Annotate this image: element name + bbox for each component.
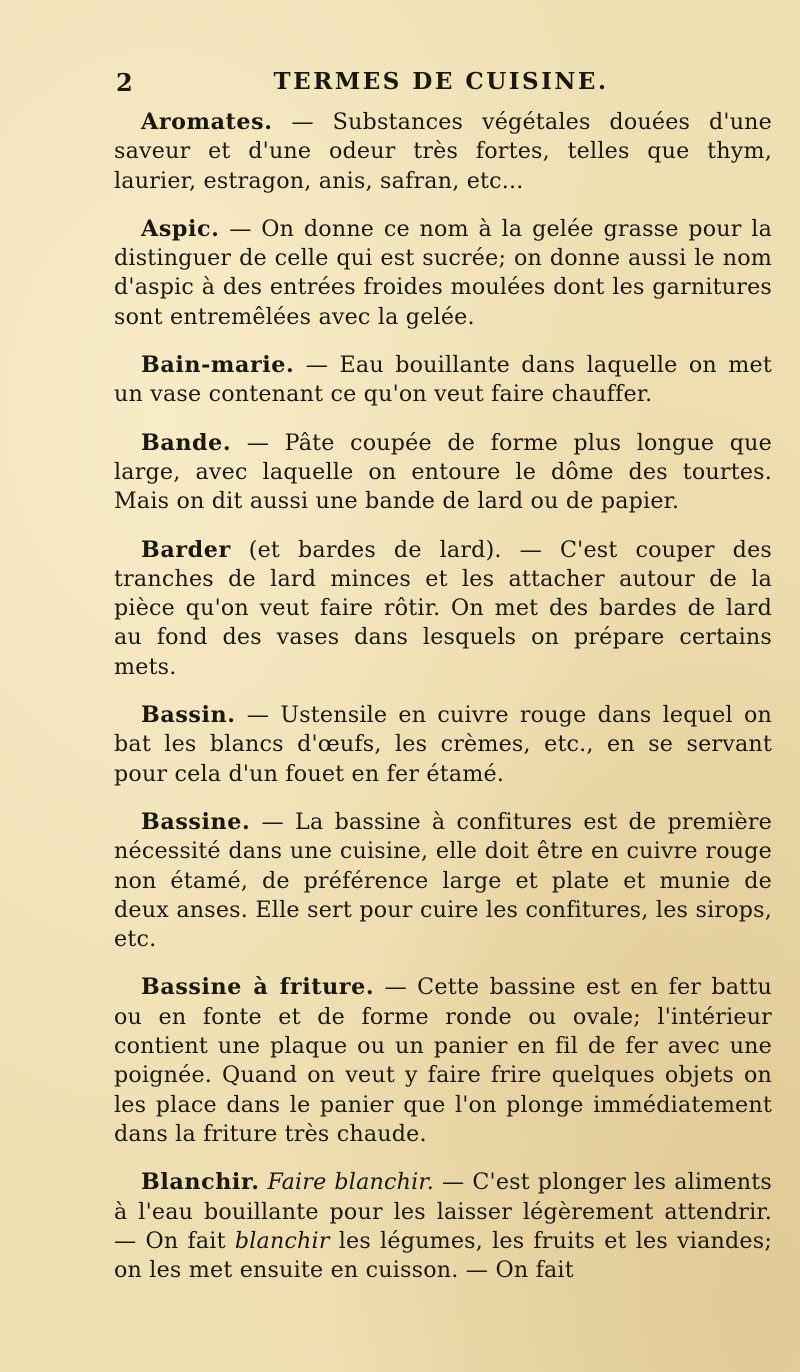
entry-term: Bassine à friture. [141,974,375,1001]
entry-definition: — Pâte coupée de forme plus longue que large, avec laquelle on entoure le dôme des tourtes. Mais on dit aussi une bande de lard ou de papier. [114,429,772,515]
entry-term: Aromates. [141,109,273,135]
entry-term: Bande. [141,429,232,456]
glossary-entry [114,351,772,410]
entry-definition: — La bassine à confitures est de première nécessité dans une cuisine, elle doit être en cuivre rouge non étamé, de préférence large et plate et munie de deux anses. Elle sert pour cuire les confitures, les sirops, etc. [114,808,772,953]
entry-definition: — Ustensile en cuivre rouge dans lequel on bat les blancs d'œufs, les crèmes, etc., en se servant pour cela d'un fouet en fer étamé. [114,702,772,787]
entry-term: Bassine. [141,808,251,835]
glossary-entry [114,973,772,1149]
glossary-entry [114,429,772,517]
entry-definition: (et bardes de lard). — C'est couper des tranches de lard minces et les attacher autour de la pièce qu'on veut faire rôtir. On met des bardes de lard au fond des vases dans lesquels on prépare certains mets. [114,536,772,680]
running-title: TERMES DE CUISINE. [273,68,609,95]
glossary-entry [114,701,772,789]
glossary-entry [114,536,772,682]
entry-definition-continued: les légumes, les fruits et les viandes; on les met ensuite en cuisson. — On fait [114,1227,772,1284]
entry-definition: — Cette bassine est en fer battu ou en fonte et de forme ronde ou ovale; l'intérieur contient une plaque ou un panier en fil de fer avec une poignée. Quand on veut y faire frire quelques objets on les place dans le panier que l'on plonge immédiatement dans la friture très chaude. [114,974,772,1147]
entry-definition: — C'est plonger les aliments à l'eau bouillante pour les laisser légèrement attendrir. — On fait [114,1169,772,1254]
entry-spacer [260,1169,268,1195]
entry-term: Bain-marie. [141,352,295,379]
page-number: 2 [116,68,134,97]
entry-italic-phrase: Faire blanchir. [267,1169,435,1196]
entry-definition: — Eau bouillante dans laquelle on met un vase contenant ce qu'on veut faire chauffer. [114,352,772,408]
glossary-entries [114,108,772,1304]
entry-term: Barder [141,536,231,563]
entry-term: Blanchir. [141,1169,260,1196]
entry-definition: — On donne ce nom à la gelée grasse pour la distinguer de celle qui est sucrée; on donne aussi le nom d'aspic à des entrées froides moulées dont les garnitures sont entremêlées avec la gelée. [114,215,772,330]
entry-term: Aspic. [141,215,220,242]
glossary-entry-last [114,1168,772,1285]
entry-term: Bassin. [141,702,236,729]
entry-definition: — Substances végétales douées d'une saveur et d'une odeur très fortes, telles que thym, laurier, estragon, anis, safran, etc... [114,109,772,194]
glossary-entry [114,215,772,332]
entry-italic-word: blanchir [234,1227,330,1254]
glossary-entry [114,108,772,196]
page-header [116,68,766,104]
glossary-entry [114,808,772,954]
